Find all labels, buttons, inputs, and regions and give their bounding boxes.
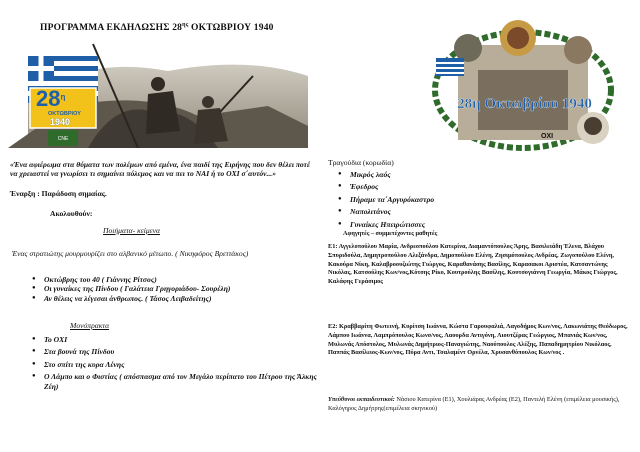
list-item: ● Αν θέλεις να λέγεσαι άνθρωπος. ( Τάσος Λειβαδείτης) — [32, 294, 322, 303]
olive-wreath-logo — [48, 130, 78, 146]
plays-heading: Μονόπρακτα — [70, 321, 110, 330]
badge-year: 1940 — [50, 117, 71, 127]
poems-heading: Ποιήματα- κείμενα — [103, 226, 160, 235]
class-e1-students: Ε1: Αγγελοπούλου Μαρία, Ανδρεοπούλου Κατερίνα, Διαμαντόπουλος Άρης, Βασιλειάδη Έλενα, Βλάχου Σπυριδούλα, Δημητροπούλου Αλεξάνδρα, Δημοπούλου Ελένη, Ζησιμόπουλος Ανδρέας, Ζωγοπούλου Ελένη, Κακούρα Νίκη, Καλαβροουζιώτης Γιώργος, Καραθανάσης Βασίλης, Καρασακοι Αριστέα, Κατσαντώνης Νικόλας, Κατσούλης Κων/νος,Κότσης Ρίκο, Κουτρούλης Βασίλης, Κουτσογιάννη Γεωργία, Μάκος Γιώργος, Καλάφης Γεράσιμος — [328, 243, 618, 286]
teachers-names: Νάσιου Κατερίνα (Ε1), Χουλιάρας Ανδρέας (Ε2), Παντελή Ελένη (επιμέλεια μουσικής), Καλόγηρος Δημήτρης(επιμέλεια σκηνικού) — [328, 396, 620, 412]
list-item: ● Στα βουνά της Πίνδου — [32, 347, 322, 356]
class-e2-students: Ε2: Κραββαρίτη Φωτεινή, Κυρίτση Ιωάννα, Κώστα Γαρουφαλιά, Λαγοδήμος Κων/νος, Λακωνιάτης Θεόδωρος, Λάμπου Ιωάννα, Λαμπρόπουλος Κωνσ/νος, Λαουρδα Αντιγόνη, Λιουτζέρας Γεώργιος, Μπανιάς Κων/νος, Μυλωνάς Απόστολος, Μυλωνάς Δημήτριος-Παναγιώτης, Ναούπουλος Αλέξης, Παπαδημητρίου Νικόλαος, Παππάς Βασίλειος-Κων/νος, Πύρα Αντι, Τσαλαμέντ Ορνέλα, Χρυσανθόπουλος Κων/νος . — [328, 323, 628, 357]
narrators-label: Αφηγητές – συμμετέχοντες μαθητές — [343, 230, 438, 237]
list-item: ● Ο Λάμπο και ο Φιστίας ( απόσπασμα από τον Μεγάλο περίπατο του Πέτρου της Άλκης Ζέη) — [32, 372, 322, 391]
greek-flag-icon — [436, 58, 464, 76]
list-item: ● Οκτώβρης του 40 ( Γιάννης Ρίτσος) — [32, 275, 322, 284]
poems-list — [32, 275, 322, 303]
badge-number: 28 — [36, 86, 61, 111]
list-item: ● Το ΟΧΙ — [32, 335, 322, 344]
teachers-label: Υπεύθυνοι εκπαιδευτικοί: — [328, 396, 395, 403]
page-title: ΠΡΟΓΡΑΜΜΑ ΕΚΔΗΛΩΣΗΣ $28^{\eta\varsigma}$ ΟΚΤΩΒΡΙΟΥ 1940 — [40, 22, 274, 34]
battle-flag-illustration: CNE $28^\eta$ ΟΚΤΩΒΡΙΟΥ 1940 — [8, 36, 308, 148]
teachers-credits — [328, 396, 628, 414]
list-item: ● Γυναίκες Ηπειρώτισσες — [338, 220, 538, 229]
oxi-text: ΟΧΙ — [541, 133, 554, 140]
badge-month: ΟΚΤΩΒΡΙΟΥ — [48, 111, 81, 117]
collage-date-text: 28η Οκτωβρίου 1940 — [457, 96, 592, 112]
following-label: Ακολουθούν: — [50, 209, 93, 218]
poem-intro: Ένας στρατιώτης μουρμουρίζει στο αλβανικό μέτωπο. ( Νικηφόρος Βρεττάκος) — [12, 249, 249, 258]
plays-list — [32, 335, 322, 394]
wreath-collage-illustration — [418, 10, 628, 155]
dedication-quote: «Ένα αφιέρωμα στα θύματα των πολέμων από εμένα, ένα παιδί της Ειρήνης που δεν θέλει ποτέ να χρειαστεί να γνωρίσει τι σημαίνει πόλεμος και να πει το ΝΑΙ ή το ΟΧΙ σ΄αυτόν...» — [10, 160, 311, 179]
list-item: ● Πήραμε τα΄Αργυρόκαστρο — [338, 195, 538, 204]
list-item: ● Έφεδρος — [338, 182, 538, 191]
list-item: ● Ναπολιτάνος — [338, 207, 538, 216]
list-item: ● Μικρός λαός — [338, 170, 538, 179]
opening-line: Έναρξη : Παράδοση σημαίας. — [10, 189, 107, 198]
svg-text:CNE: CNE — [57, 136, 69, 142]
list-item: ● Στο σπίτι της κυρα Λένης — [32, 360, 322, 369]
songs-heading: Τραγούδια (κορωδία) — [328, 158, 394, 167]
list-item: ● Οι γυναίκες της Πίνδου ( Γαλάτεια Γρηγοριάδου- Σουρέλη) — [32, 284, 322, 293]
songs-list — [338, 170, 538, 232]
